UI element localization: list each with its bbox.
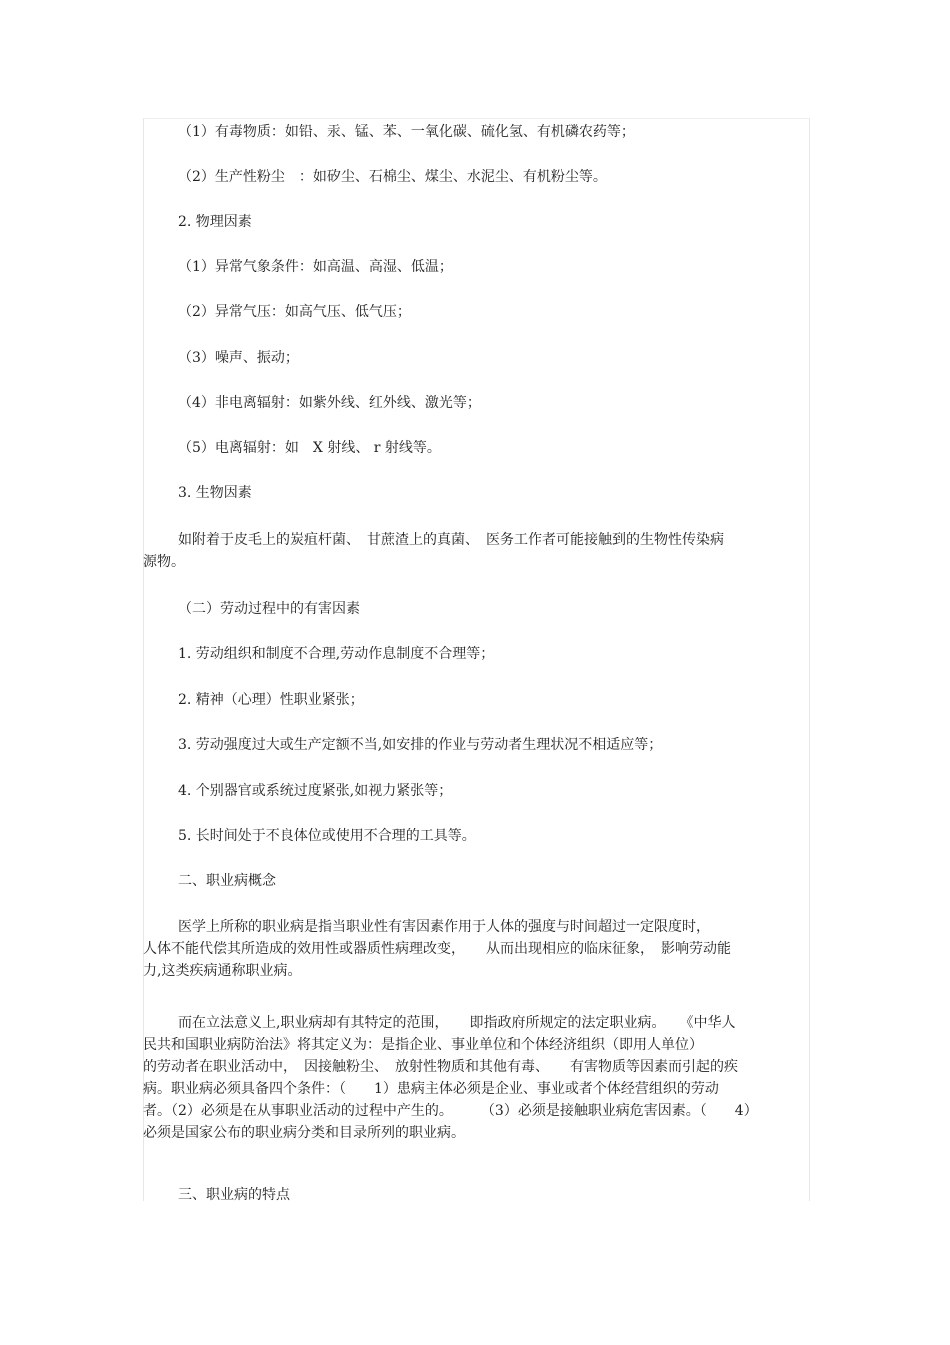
legal-definition-paragraph: 而在立法意义上,职业病却有其特定的范围， 即指政府所规定的法定职业病。 《中华人 民共和国职业病防治法》将其定义为：是指企业、事业单位和个体经济组织（即用人单位） 的劳动者在职业活动中， 因接触粉尘、 放射性物质和其他有毒、 有害物质等因素而引起的疾 病。职业病必须具备四个条件：（ 1）患病主体必须是企业、事业或者个体经营组织的劳动 者。（2）必须是在从事职业活动的过程中产生的。 （3）必须是接触职业病危害因素。（ 4） 必须是国家公布的职业病分类和目录所列的职业病。	[143, 1015, 758, 1141]
labor-process-heading: （二）劳动过程中的有害因素	[178, 601, 360, 617]
bad-posture-line: 5. 长时间处于不良体位或使用不合理的工具等。	[178, 828, 476, 844]
labor-intensity-line: 3. 劳动强度过大或生产定额不当,如安排的作业与劳动者生理状况不相适应等；	[178, 737, 663, 753]
biological-factors-paragraph: 如附着于皮毛上的炭疽杆菌、 甘蔗渣上的真菌、 医务工作者可能接触到的生物性传染病 源物。	[143, 532, 724, 570]
occupational-disease-features-heading: 三、职业病的特点	[178, 1187, 290, 1203]
non-ionizing-radiation-line: （4）非电离辐射：如紫外线、红外线、激光等；	[178, 395, 481, 411]
occupational-disease-concept-heading: 二、职业病概念	[178, 873, 276, 889]
mental-stress-line: 2. 精神（心理）性职业紧张；	[178, 692, 364, 708]
physical-factors-heading: 2. 物理因素	[178, 214, 252, 230]
noise-vibration-line: （3）噪声、振动；	[178, 350, 299, 366]
toxic-substances-line: （1）有毒物质：如铅、汞、锰、苯、一氧化碳、硫化氢、有机磷农药等；	[178, 124, 635, 140]
organ-strain-line: 4. 个别器官或系统过度紧张,如视力紧张等；	[178, 783, 453, 799]
abnormal-weather-line: （1）异常气象条件：如高温、高湿、低温；	[178, 259, 453, 275]
dust-line: （2）生产性粉尘 ：如矽尘、石棉尘、煤尘、水泥尘、有机粉尘等。	[178, 169, 607, 185]
labor-organization-line: 1. 劳动组织和制度不合理,劳动作息制度不合理等；	[178, 646, 495, 662]
biological-factors-heading: 3. 生物因素	[178, 485, 252, 501]
ionizing-radiation-line: （5）电离辐射：如 X 射线、 r 射线等。	[178, 440, 441, 456]
abnormal-pressure-line: （2）异常气压：如高气压、低气压；	[178, 304, 411, 320]
medical-definition-paragraph: 医学上所称的职业病是指当职业性有害因素作用于人体的强度与时间超过一定限度时， 人体不能代偿其所造成的效用性或器质性病理改变， 从而出现相应的临床征象， 影响劳动能 力,这类疾病通称职业病。	[143, 919, 731, 979]
